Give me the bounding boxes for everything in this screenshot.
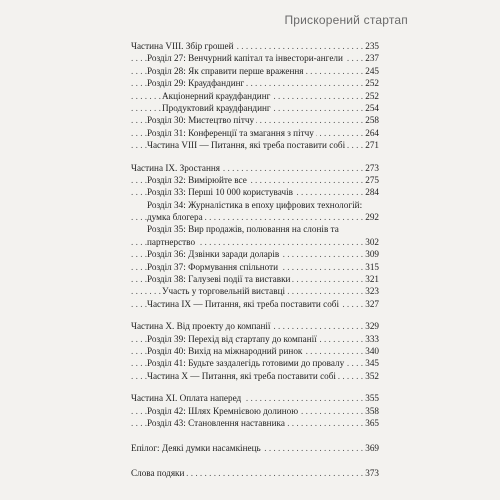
toc-entry-title: Частина X. Від проекту до компанії [131, 321, 271, 332]
toc-entry-title: Розділ 40: Вихід на міжнародний ринок [147, 345, 303, 356]
toc-entry-title: Розділ 33: Перші 10 000 користувачів [147, 187, 293, 198]
toc-entry-page: 355 [365, 393, 379, 404]
toc-entry-title: Частина XI. Оплата наперед [131, 393, 242, 404]
toc-entry[interactable] [131, 52, 379, 64]
toc-entry-page: 373 [365, 467, 379, 478]
toc-entry[interactable] [131, 405, 379, 417]
toc-entry-page: 327 [365, 298, 379, 309]
toc-entry-page: 264 [365, 127, 379, 138]
toc-entry-title: Розділ 37: Формування спільноти [147, 261, 279, 272]
toc-entry-title: Розділ 32: Вимірюйте все [147, 174, 247, 185]
toc-entry-title: Розділ 38: Галузеві події та виставки [147, 274, 291, 285]
toc-entry-title: Розділ 43: Становлення наставника [147, 417, 285, 428]
toc-entry-title: Частина IX. Зростання [131, 162, 220, 173]
toc-entry[interactable] [131, 467, 379, 479]
toc-entry-title: Частина VIII — Питання, які треба поставити собі [147, 140, 346, 151]
toc-entry-title: Розділ 28: Як справити перше враження [147, 65, 304, 76]
toc-entry[interactable] [131, 236, 379, 248]
toc-entry[interactable] [131, 102, 379, 114]
toc-entry-title: Розділ 35: Вир продажів, полювання на слонів та [147, 224, 339, 235]
toc-section [131, 320, 379, 382]
toc-entry-page: 321 [365, 274, 379, 285]
toc-entry-page: 333 [365, 333, 379, 344]
toc-entry-page: 315 [365, 261, 379, 272]
toc-entry-page: 323 [365, 286, 379, 297]
toc-entry-page: 329 [365, 321, 379, 332]
toc-entry[interactable] [131, 273, 379, 285]
toc-entry-title: Розділ 36: Дзвінки заради доларів [147, 249, 280, 260]
running-head: Прискорений стартап [284, 13, 408, 27]
toc-entry-title: Продуктовий краудфандинг [162, 102, 271, 113]
toc-entry-page: 258 [365, 115, 379, 126]
toc-entry[interactable] [131, 417, 379, 429]
toc-section [131, 392, 379, 429]
toc-entry-title: Епілог: Деякі думки насамкінець [131, 442, 261, 453]
toc-entry[interactable] [131, 77, 379, 89]
section-gap [131, 429, 379, 442]
toc-entry-title: Розділ 27: Венчурний капітал та інвестори-ангели [147, 53, 343, 64]
toc-entry[interactable] [131, 357, 379, 369]
toc-entry-title: думка блогера [147, 212, 203, 223]
toc-section [131, 40, 379, 152]
toc-entry-title: Розділ 31: Конференції та змагання з пітчу [147, 127, 314, 138]
toc-entry[interactable] [131, 223, 379, 235]
section-gap [131, 454, 379, 467]
toc-entry-page: 358 [365, 405, 379, 416]
toc-entry[interactable] [131, 211, 379, 223]
toc-entry-title: Розділ 30: Мистецтво пітчу [147, 115, 255, 126]
toc-entry-title: Частина X — Питання, які треба поставити собі [147, 370, 336, 381]
toc-entry-title: Розділ 41: Будьте заздалегідь готовими до провалу [147, 358, 345, 369]
toc-entry-title: Розділ 29: Краудфандинг [147, 78, 245, 89]
toc-entry-page: 275 [365, 174, 379, 185]
toc-entry[interactable] [131, 90, 379, 102]
toc-entry-page: 302 [365, 236, 379, 247]
section-gap [131, 310, 379, 320]
toc-entry[interactable] [131, 127, 379, 139]
toc-entry-page: 252 [365, 90, 379, 101]
section-gap [131, 152, 379, 162]
toc-entry-title: Участь у торговельній виставці [162, 286, 286, 297]
toc-entry-page: 345 [365, 358, 379, 369]
toc-entry[interactable] [131, 162, 379, 174]
toc-entry-title: Акціонерний краудфандинг [162, 90, 271, 101]
toc-entry[interactable] [131, 248, 379, 260]
toc-entry[interactable] [131, 114, 379, 126]
toc-entry-page: 309 [365, 249, 379, 260]
toc-entry[interactable] [131, 40, 379, 52]
toc-entry[interactable] [131, 320, 379, 332]
toc-entry-page: 369 [365, 442, 379, 453]
toc-entry[interactable] [131, 392, 379, 404]
toc-entry-page: 245 [365, 65, 379, 76]
toc-entry-page: 365 [365, 417, 379, 428]
toc-entry[interactable] [131, 261, 379, 273]
toc-entry-title: Розділ 34: Журналістика в епоху цифрових технологій: [147, 199, 363, 210]
toc-entry[interactable] [131, 174, 379, 186]
toc-entry-title: Слова подяки [131, 467, 185, 478]
toc-entry-page: 292 [365, 212, 379, 223]
toc-entry-title: Частина VIII. Збір грошей [131, 41, 234, 51]
toc-entry-title: Розділ 42: Шлях Кремнієвою долиною [147, 405, 299, 416]
toc-entry[interactable] [131, 139, 379, 151]
toc-entry-page: 273 [365, 162, 379, 173]
toc-entry-page: 284 [365, 187, 379, 198]
toc-entry[interactable] [131, 298, 379, 310]
toc-entry[interactable] [131, 345, 379, 357]
toc-entry-title: Частина IX — Питання, які треба поставити собі [147, 298, 340, 309]
toc-entry-page: 235 [365, 41, 379, 51]
toc-section [131, 442, 379, 454]
toc-entry[interactable] [131, 65, 379, 77]
toc-entry-title: партнерство [147, 236, 196, 247]
table-of-contents [131, 40, 379, 479]
toc-entry[interactable] [131, 186, 379, 198]
toc-section [131, 162, 379, 311]
toc-entry[interactable] [131, 199, 379, 211]
toc-entry-page: 254 [365, 102, 379, 113]
toc-entry-page: 271 [365, 140, 379, 151]
toc-entry-page: 252 [365, 78, 379, 89]
toc-entry-page: 352 [365, 370, 379, 381]
toc-entry[interactable] [131, 333, 379, 345]
toc-section [131, 467, 379, 479]
toc-entry[interactable] [131, 442, 379, 454]
toc-entry[interactable] [131, 285, 379, 297]
section-gap [131, 382, 379, 392]
toc-entry[interactable] [131, 370, 379, 382]
toc-entry-page: 237 [365, 53, 379, 64]
toc-entry-title: Розділ 39: Перехід від стартапу до компанії [147, 333, 317, 344]
toc-entry-page: 340 [365, 345, 379, 356]
